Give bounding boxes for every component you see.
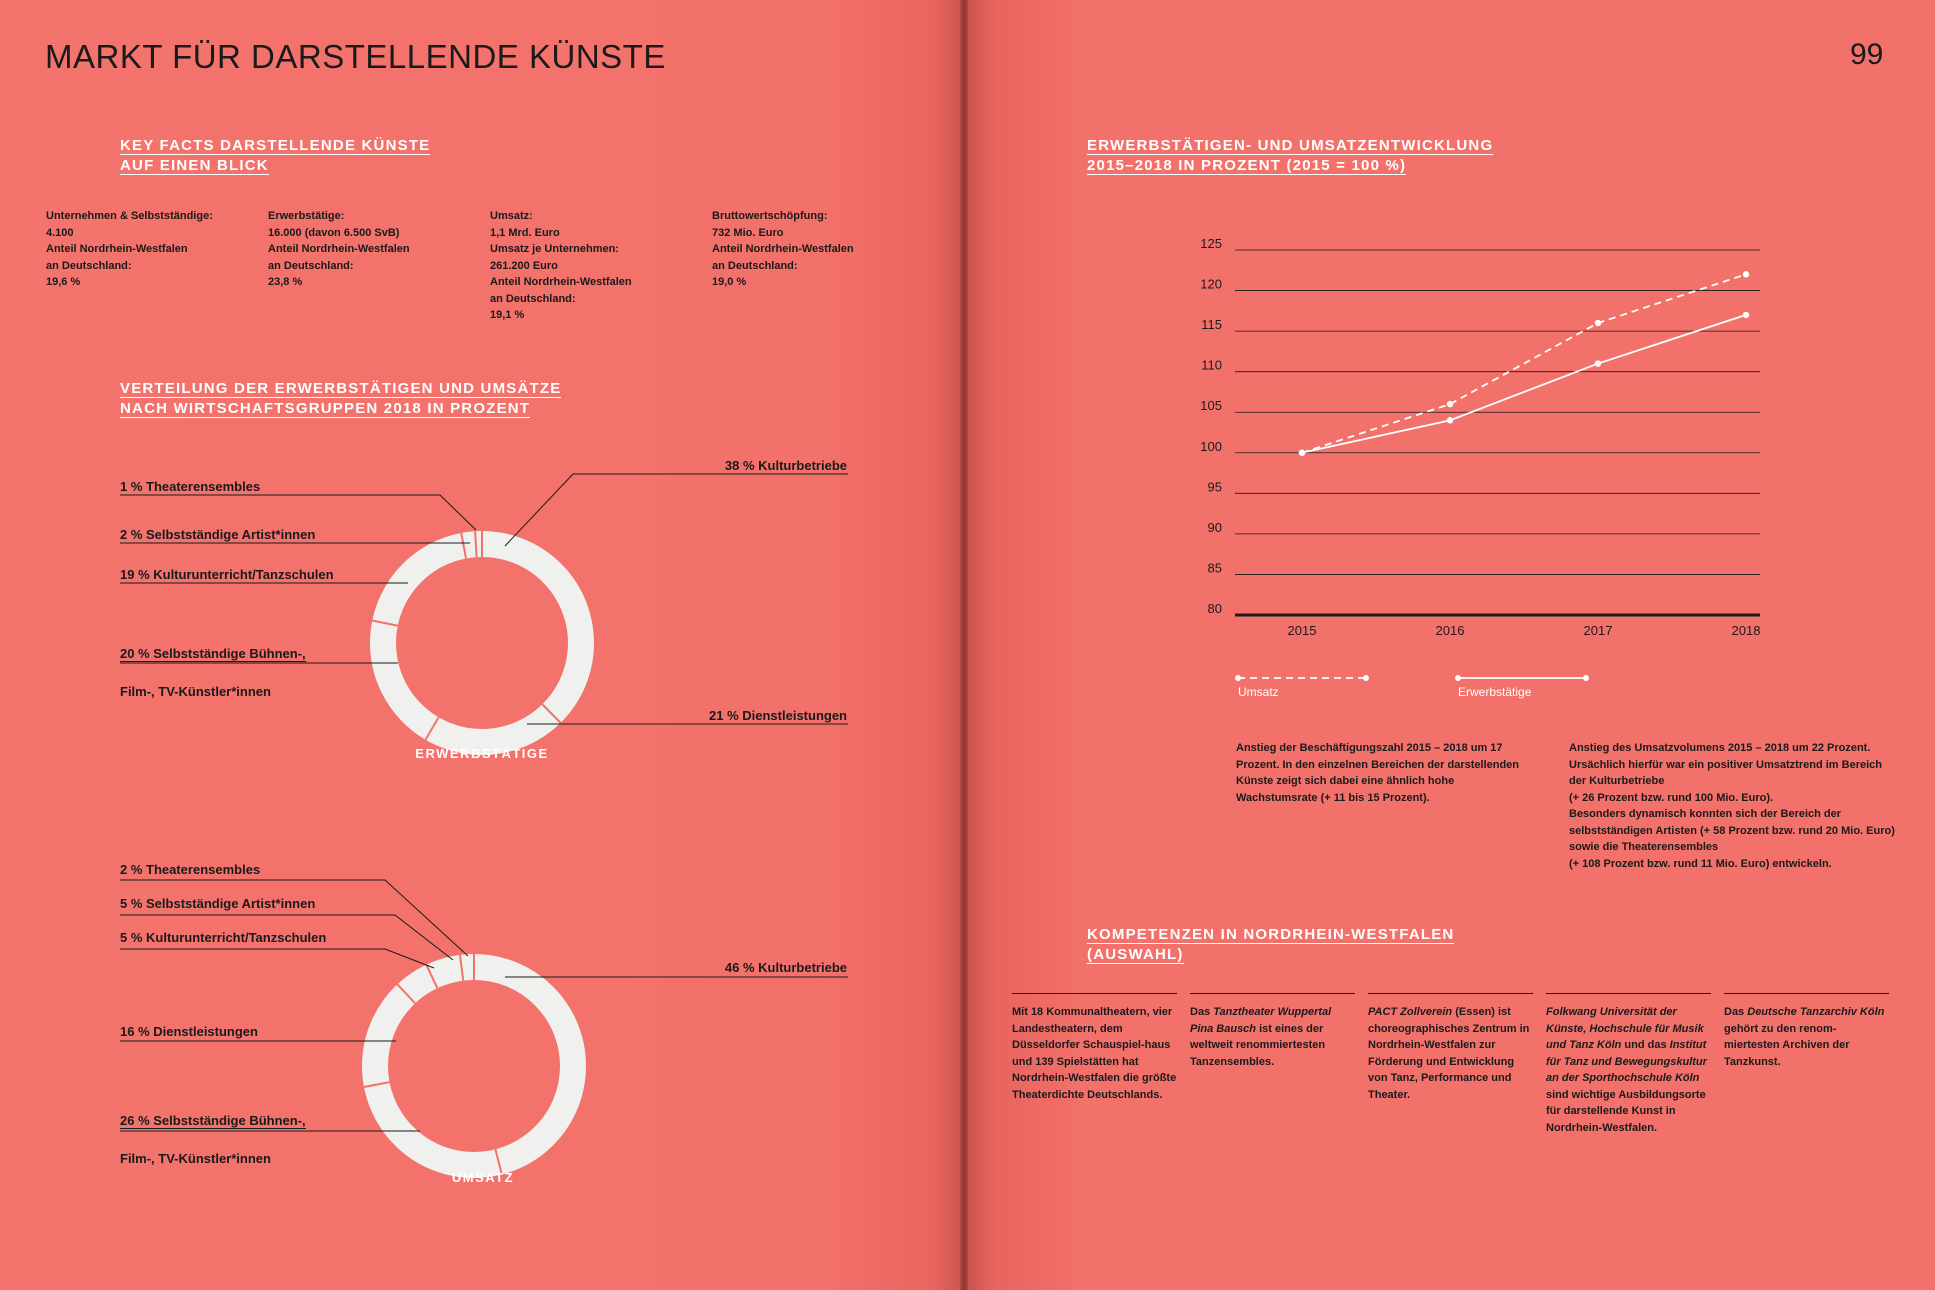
distribution-heading-line2: NACH WIRTSCHAFTSGRUPPEN 2018 IN PROZENT: [120, 400, 531, 417]
page-number: 99: [1850, 38, 1884, 71]
kompetenz-tanztheater-post: ist eines der weltweit renommiertesten Tanzensembles.: [1190, 1022, 1326, 1068]
erwerbstaetige-center-label: ERWERBSTÄTIGE: [415, 746, 549, 761]
kompetenz-pact-post: (Essen) ist choreographisches Zentrum in Nordrhein-Westfalen zur Förderung und Entwicklung von Tanz, Performance und Theater.: [1368, 1006, 1530, 1101]
erwerb-label-buehnen-line2: Film-, TV-Künstler*innen: [120, 684, 271, 699]
fact-erwerbstaetige: Erwerbstätige: 16.000 (davon 6.500 SvB) Anteil Nordrhein-Westfalen an Deutschland: 23,8 %: [268, 210, 410, 288]
y-tick-95: 95: [1207, 479, 1222, 495]
kompetenz-pact-name: PACT Zollverein: [1368, 1006, 1453, 1018]
kompetenz-tanzarchiv-post: gehört zu den renom-miertesten Archiven der Tanzkunst.: [1724, 1022, 1850, 1068]
erwerb-label-dienstleistungen: 21 % Dienstleistungen: [709, 708, 847, 723]
erwerb-label-artisten: 2 % Selbstständige Artist*innen: [120, 527, 316, 542]
kompetenz-tanztheater-name: Tanztheater Wuppertal Pina Bausch: [1190, 1006, 1332, 1035]
point-umsatz-2016: [1447, 401, 1453, 407]
note-beschaeftigung: Anstieg der Beschäftigungszahl 2015 – 2018 um 17 Prozent. In den einzelnen Bereichen der darstellenden Künste zeigt sich dabei eine ähnlich hohe Wachstumsrate (+ 11 bis 15 Prozent).: [1236, 742, 1520, 804]
point-erwerbstätige-2017: [1595, 360, 1601, 366]
point-erwerbstätige-2018: [1743, 312, 1749, 318]
umsatz-label-dienstleistungen: 16 % Dienstleistungen: [120, 1024, 258, 1039]
book-gutter: [960, 0, 968, 1290]
kompetenz-ausbildung: [1546, 993, 1711, 1136]
umsatz-label-buehnen-line1: 26 % Selbstständige Bühnen-,: [120, 1113, 306, 1128]
erwerb-label-theater: 1 % Theaterensembles: [120, 479, 261, 494]
kompetenz-institut-name: Institut für Tanz und Bewegungskultur an der Sporthochschule Köln: [1546, 1039, 1707, 1084]
y-tick-100: 100: [1200, 438, 1222, 454]
umsatz-label-buehnen: [120, 1092, 306, 1168]
legend-label-umsatz: Umsatz: [1238, 685, 1279, 699]
kompetenz-ausbildung-mid: und das: [1621, 1039, 1670, 1051]
key-facts-heading-line2: AUF EINEN BLICK: [120, 157, 269, 174]
legend-dot-end-erwerbstätige: [1583, 675, 1589, 681]
legend-dot-start-umsatz: [1235, 675, 1241, 681]
y-tick-85: 85: [1207, 560, 1222, 576]
key-facts-heading-line1: KEY FACTS DARSTELLENDE KÜNSTE: [120, 137, 431, 154]
note-umsatzvolumen: Anstieg des Umsatzvolumens 2015 – 2018 um 22 Prozent. Ursächlich hierfür war ein positiver Umsatztrend im Bereich der Kulturbetriebe (+ 26 Prozent bzw. rund 100 Mio. Euro). Besonders dynamisch konnten sich der Bereich der selbstständigen Artisten (+ 58 Prozent bzw. rund 20 Mio. Euro) sowie die Theaterensembles (+ 108 Prozent bzw. rund 11 Mio. Euro) entwickeln.: [1569, 742, 1895, 870]
y-tick-125: 125: [1200, 236, 1222, 251]
umsatz-center-label: UMSATZ: [451, 1170, 515, 1185]
line-chart-heading-line2: 2015–2018 IN PROZENT (2015 = 100 %): [1087, 157, 1407, 174]
x-tick-2016: 2016: [1435, 623, 1465, 638]
point-erwerbstätige-2015: [1299, 450, 1305, 456]
y-tick-115: 115: [1201, 317, 1222, 333]
y-tick-80: 80: [1207, 601, 1222, 616]
series-line-erwerbstätige: [1302, 315, 1746, 453]
kompetenzen-heading-line1: KOMPETENZEN IN NORDRHEIN-WESTFALEN: [1087, 926, 1455, 943]
series-line-umsatz: [1302, 274, 1746, 452]
kompetenzen-heading: [1087, 925, 1454, 965]
x-tick-2018: 2018: [1731, 623, 1761, 638]
legend-dot-end-umsatz: [1363, 675, 1369, 681]
distribution-heading-line1: VERTEILUNG DER ERWERBSTÄTIGEN UND UMSÄTZE: [120, 380, 562, 397]
legend-label-erwerbstätige: Erwerbstätige: [1458, 685, 1532, 699]
fact-unternehmen: Unternehmen & Selbstständige: 4.100 Anteil Nordrhein-Westfalen an Deutschland: 19,6 %: [46, 210, 213, 288]
erwerb-label-kulturunterricht: 19 % Kulturunterricht/Tanzschulen: [120, 567, 334, 582]
umsatz-label-buehnen-line2: Film-, TV-Künstler*innen: [120, 1151, 271, 1166]
umsatz-label-kulturunterricht: 5 % Kulturunterricht/Tanzschulen: [120, 930, 327, 945]
y-tick-90: 90: [1207, 519, 1222, 535]
page-title: MARKT FÜR DARSTELLENDE KÜNSTE: [45, 38, 666, 75]
fact-bruttowertschoepfung: Bruttowertschöpfung: 732 Mio. Euro Anteil Nordrhein-Westfalen an Deutschland: 19,0 %: [712, 210, 854, 288]
key-facts-heading: [120, 136, 430, 176]
leader-umsatz-kulturunterricht: [120, 949, 434, 968]
kompetenz-tanzarchiv-name: Deutsche Tanzarchiv Köln: [1747, 1006, 1885, 1018]
y-tick-120: 120: [1200, 276, 1222, 292]
erwerb-label-kulturbetriebe: 38 % Kulturbetriebe: [724, 458, 847, 473]
point-erwerbstätige-2016: [1447, 417, 1453, 423]
x-tick-2017: 2017: [1583, 623, 1613, 638]
x-tick-2015: 2015: [1287, 623, 1317, 638]
kompetenz-tanztheater: [1190, 993, 1355, 1070]
kompetenz-folkwang-name: Folkwang Universität der Künste, Hochschule für Musik und Tanz Köln: [1546, 1006, 1704, 1051]
umsatz-donut-ring: [375, 967, 573, 1165]
erwerb-label-buehnen-line1: 20 % Selbstständige Bühnen-,: [120, 646, 306, 661]
umsatz-label-artisten: 5 % Selbstständige Artist*innen: [120, 896, 316, 911]
line-chart-heading: [1087, 136, 1493, 176]
umsatz-label-kulturbetriebe: 46 % Kulturbetriebe: [724, 960, 847, 975]
y-tick-110: 110: [1201, 357, 1222, 373]
point-umsatz-2017: [1595, 320, 1601, 326]
line-chart-heading-line1: ERWERBSTÄTIGEN- UND UMSATZENTWICKLUNG: [1087, 137, 1494, 154]
umsatz-label-theater: 2 % Theaterensembles: [120, 862, 261, 877]
point-umsatz-2018: [1743, 271, 1749, 277]
y-tick-105: 105: [1200, 398, 1222, 414]
kompetenz-ausbildung-post: sind wichtige Ausbildungsorte für darstellende Kunst in Nordrhein-Westfalen.: [1546, 1088, 1706, 1134]
legend-dot-start-erwerbstätige: [1455, 675, 1461, 681]
kompetenzen-heading-line2: (AUSWAHL): [1087, 946, 1184, 963]
fact-umsatz: Umsatz: 1,1 Mrd. Euro Umsatz je Unternehmen: 261.200 Euro Anteil Nordrhein-Westfalen an Deutschland: 19,1 %: [490, 210, 632, 321]
kompetenz-pact: [1368, 993, 1533, 1103]
kompetenz-kommunaltheater: Mit 18 Kommunaltheatern, vier Landestheatern, dem Düsseldorfer Schauspiel-haus und 139 Spielstätten hat Nordrhein-Westfalen die größte Theaterdichte Deutschlands.: [1012, 993, 1177, 1103]
erwerb-label-buehnen: [120, 625, 306, 701]
leader-erwerb-kulturbetriebe: [505, 474, 848, 546]
kompetenz-tanzarchiv-pre: Das: [1724, 1006, 1748, 1018]
kompetenz-tanzarchiv: [1724, 993, 1889, 1070]
line-chart: [1180, 230, 1820, 710]
kompetenz-tanztheater-pre: Das: [1190, 1006, 1214, 1018]
